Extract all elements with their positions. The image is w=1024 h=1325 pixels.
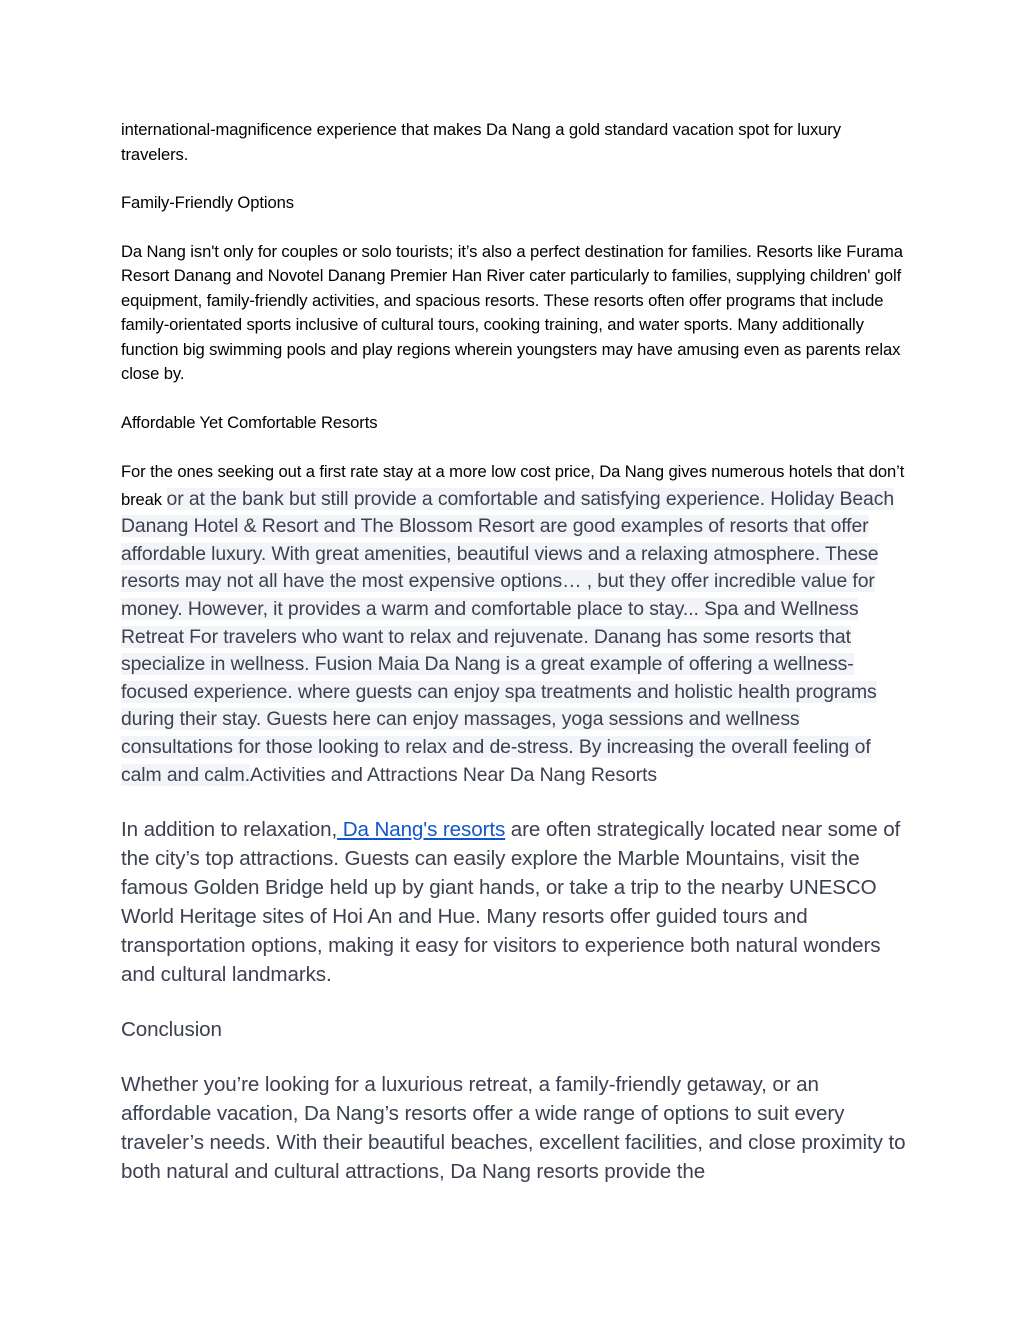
affordable-paragraph-start: For the ones seeking out a first rate stay at a more low cost price, Da Nang gives numerous hotels that don’t break	[121, 462, 905, 509]
activities-paragraph-start: In addition to relaxation,	[121, 818, 338, 842]
family-paragraph: Da Nang isn't only for couples or solo tourists; it’s also a perfect destination for families. Resorts like Furama Resort Danang and Novotel Danang Premier Han River cater particularly to families, supplying children' golf equipment, family-friendly activities, and spacious resorts. These resorts often offer programs that include family-orientated sports inclusive of cultural tours, cooking training, and water sports. Many additionally function big swimming pools and play regions wherein youngsters may have amusing even as parents relax close by.	[121, 241, 903, 383]
document-page	[121, 118, 911, 1186]
conclusion-paragraph: Whether you’re looking for a luxurious retreat, a family-friendly getaway, or an affordable vacation, Da Nang’s resorts offer a wide range of options to suit every traveler’s needs. With their beautiful beaches, excellent facilities, and close proximity to both natural and cultural attractions, Da Nang resorts provide the	[121, 1073, 906, 1184]
family-heading: Family-Friendly Options	[121, 193, 294, 212]
intro-continued-paragraph: international-magnificence experience that makes Da Nang a gold standard vacation spot for luxury travelers.	[121, 120, 841, 164]
activities-paragraph	[121, 815, 911, 989]
da-nang-resorts-link[interactable]: Da Nang's resorts	[337, 818, 506, 842]
affordable-heading: Affordable Yet Comfortable Resorts	[121, 412, 378, 432]
affordable-paragraph	[121, 459, 911, 789]
activities-paragraph-end: are often strategically located near some of the city’s top attractions. Guests can easily explore the Marble Mountains, visit the famous Golden Bridge held up by giant hands, or take a trip to the nearby UNESCO World Heritage sites of Hoi An and Hue. Many resorts offer guided tours and transportation options, making it easy for visitors to experience both natural wonders and cultural landmarks.	[121, 818, 901, 987]
affordable-paragraph-highlighted: or at the bank but still provide a comfortable and satisfying experience. Holiday Beach Danang Hotel & Resort and The Blossom Resort are good examples of resorts that offer affordable luxury. With great amenities, beautiful views and a relaxing atmosphere. These resorts may not all have the most expensive options… , but they offer incredible value for money. However, it provides a warm and comfortable place to stay... Spa and Wellness Retreat For travelers who want to relax and rejuvenate. Danang has some resorts that specialize in wellness. Fusion Maia Da Nang is a great example of offering a wellness-focused experience. where guests can enjoy spa treatments and holistic health programs during their stay. Guests here can enjoy massages, yoga sessions and wellness consultations for those looking to relax and de-stress. By increasing the overall feeling of calm and calm.	[121, 487, 895, 786]
activities-heading: Activities and Attractions Near Da Nang Resorts	[250, 763, 657, 786]
conclusion-heading: Conclusion	[121, 1018, 222, 1042]
